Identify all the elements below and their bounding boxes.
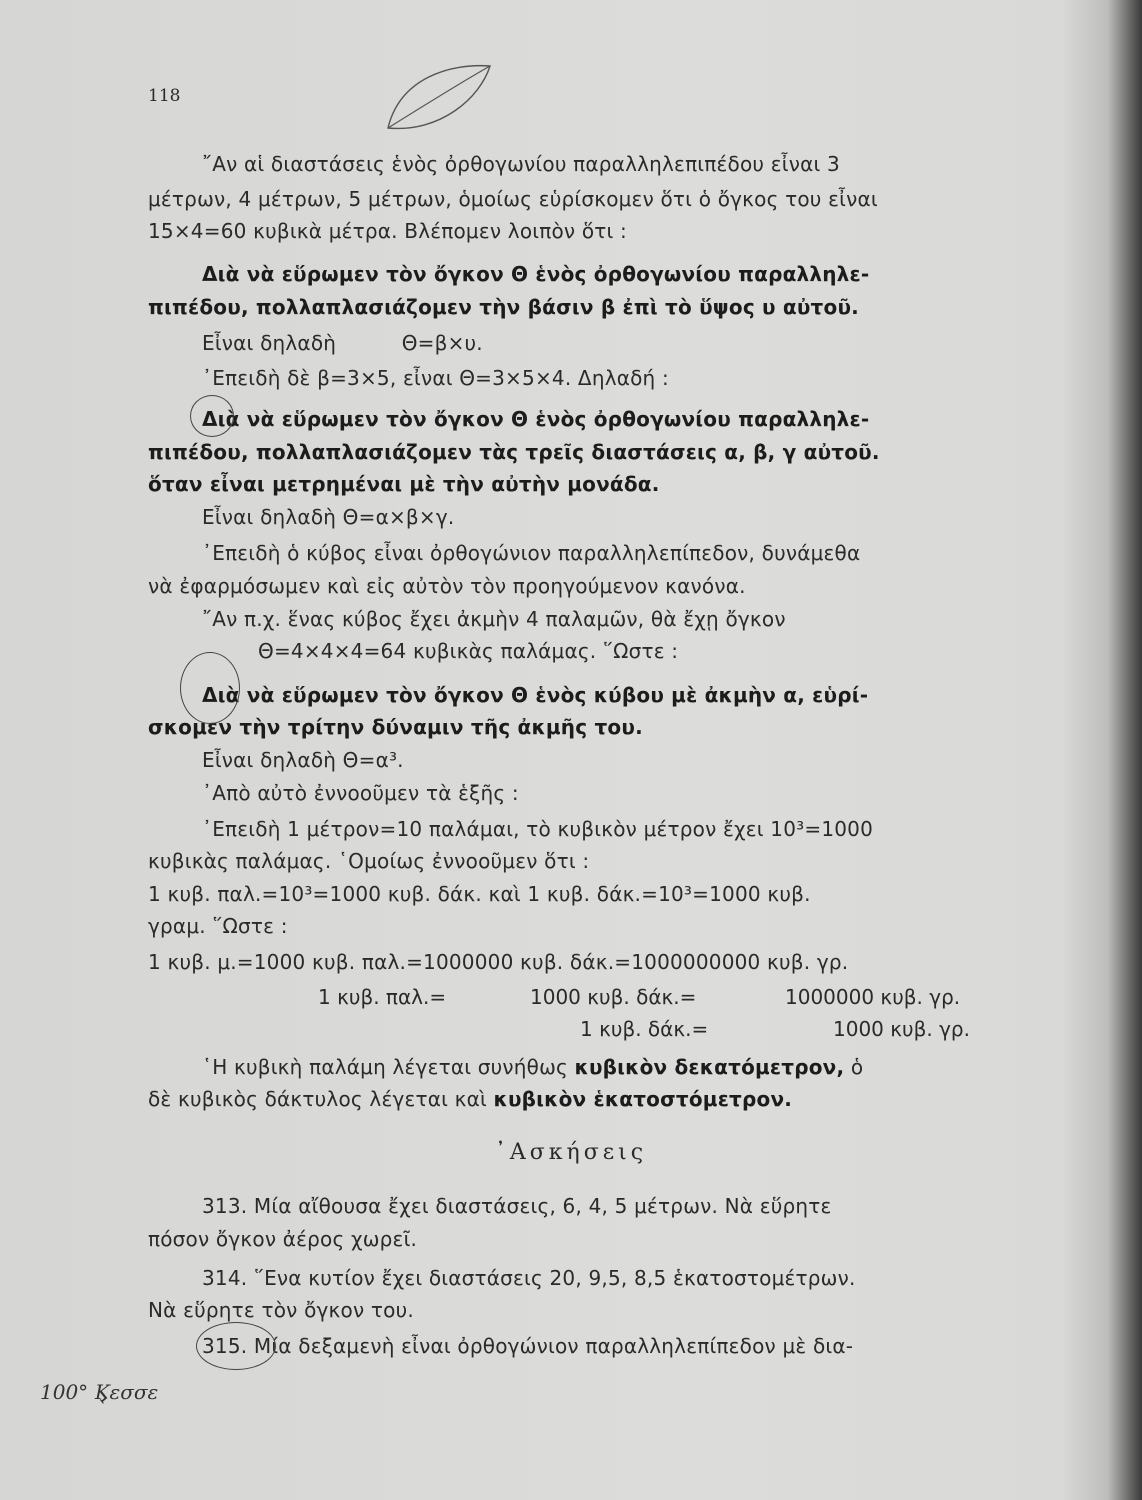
text-span: ῾Η κυβικὴ παλάμη λέγεται συνήθως	[202, 1055, 575, 1079]
text-line: Εἶναι δηλαδὴ Θ=α³.	[202, 748, 404, 772]
exercise-line: 315. Μία δεξαμενὴ εἶναι ὀρθογώνιον παραλληλεπίπεδον μὲ δια-	[202, 1334, 854, 1358]
rule-line: Διὰ νὰ εὕρωμεν τὸν ὄγκον Θ ἑνὸς ὀρθογωνίου παραλληλε-	[202, 262, 870, 286]
text-span: δὲ κυβικὸς δάκτυλος λέγεται καὶ	[148, 1087, 494, 1111]
leaf-doodle	[380, 58, 500, 138]
rule-line: Διὰ νὰ εὕρωμεν τὸν ὄγκον Θ ἑνὸς κύβου μὲ ἀκμὴν α, εὑρί-	[202, 683, 869, 707]
conversion-line: 1 κυβ. μ.=1000 κυβ. παλ.=1000000 κυβ. δάκ.=1000000000 κυβ. γρ.	[148, 950, 849, 974]
exercise-line: πόσον ὄγκον ἀέρος χωρεῖ.	[148, 1227, 418, 1251]
rule-line: πιπέδου, πολλαπλασιάζομεν τὰς τρεῖς διαστάσεις α, β, γ αὐτοῦ.	[148, 440, 880, 464]
exercises-heading: ᾽Ασκήσεις	[494, 1140, 648, 1165]
text-line: Εἶναι δηλαδὴ Θ=β×υ.	[202, 331, 483, 355]
conversion-cell: 1 κυβ. δάκ.=	[580, 1017, 709, 1041]
text-line: ᾽Απὸ αὐτὸ ἐννοοῦμεν τὰ ἑξῆς :	[202, 781, 519, 805]
text-line: μέτρων, 4 μέτρων, 5 μέτρων, ὁμοίως εὑρίσκομεν ὅτι ὁ ὄγκος του εἶναι	[148, 187, 878, 211]
rule-line: Διὰ νὰ εὕρωμεν τὸν ὄγκον Θ ἑνὸς ὀρθογωνίου παραλληλε-	[202, 407, 870, 431]
text-line: ᾽Επειδὴ ὁ κύβος εἶναι ὀρθογώνιον παραλληλεπίπεδον, δυνάμεθα	[202, 541, 861, 565]
formula-line: Θ=4×4×4=64 κυβικὰς παλάμας. ῞Ωστε :	[258, 639, 679, 663]
conversion-cell: 1000 κυβ. δάκ.=	[530, 985, 697, 1009]
pencil-circle-mark	[190, 395, 234, 437]
text-line: κυβικὰς παλάμας. ῾Ομοίως ἐννοοῦμεν ὅτι :	[148, 849, 590, 873]
pencil-circle-mark	[180, 652, 240, 724]
exercise-line: Νὰ εὕρητε τὸν ὄγκον του.	[148, 1298, 414, 1322]
text-line: Εἶναι δηλαδὴ Θ=α×β×γ.	[202, 505, 455, 529]
exercise-line: 313. Μία αἴθουσα ἔχει διαστάσεις, 6, 4, 5 μέτρων. Νὰ εὕρητε	[202, 1194, 832, 1218]
text-line: ᾽Επειδὴ δὲ β=3×5, εἶναι Θ=3×5×4. Δηλαδή :	[202, 366, 669, 390]
conversion-cell: 1000 κυβ. γρ.	[833, 1017, 970, 1041]
rule-line: πιπέδου, πολλαπλασιάζομεν τὴν βάσιν β ἐπὶ τὸ ὕψος υ αὐτοῦ.	[148, 295, 859, 319]
page-number: 118	[148, 86, 181, 106]
text-line: ῎Αν αἱ διαστάσεις ἑνὸς ὀρθογωνίου παραλληλεπιπέδου εἶναι 3	[202, 152, 840, 176]
rule-line: ὅταν εἶναι μετρημέναι μὲ τὴν αὐτὴν μονάδα.	[148, 472, 660, 496]
conversion-cell: 1000000 κυβ. γρ.	[785, 985, 961, 1009]
rule-line: σκομεν τὴν τρίτην δύναμιν τῆς ἀκμῆς του.	[148, 715, 643, 739]
text-line: ῎Αν π.χ. ἕνας κύβος ἔχει ἀκμὴν 4 παλαμῶν, θὰ ἔχῃ ὄγκον	[202, 607, 786, 631]
term-bold: κυβικὸν ἑκατοστόμετρον.	[493, 1087, 793, 1111]
text-line: 1 κυβ. παλ.=10³=1000 κυβ. δάκ. καὶ 1 κυβ. δάκ.=10³=1000 κυβ.	[148, 882, 811, 906]
text-span: ὁ	[844, 1055, 864, 1079]
conversion-cell: 1 κυβ. παλ.=	[318, 985, 447, 1009]
term-bold: κυβικὸν δεκατόμετρον,	[574, 1055, 845, 1079]
text-line: 15×4=60 κυβικὰ μέτρα. Βλέπομεν λοιπὸν ὅτι :	[148, 219, 627, 243]
exercise-line: 314. ῞Ενα κυτίον ἔχει διαστάσεις 20, 9,5, 8,5 ἑκατοστομέτρων.	[202, 1266, 856, 1290]
text-line	[202, 1055, 863, 1079]
text-line: ᾽Επειδὴ 1 μέτρον=10 παλάμαι, τὸ κυβικὸν μέτρον ἔχει 10³=1000	[202, 817, 874, 841]
text-line: γραμ. ῞Ωστε :	[148, 914, 288, 938]
handwritten-note: 100° Ϗεσσε	[40, 1380, 159, 1404]
text-line: νὰ ἐφαρμόσωμεν καὶ εἰς αὐτὸν τὸν προηγούμενον κανόνα.	[148, 574, 746, 598]
pencil-circle-mark	[196, 1322, 276, 1370]
text-line	[148, 1087, 792, 1111]
